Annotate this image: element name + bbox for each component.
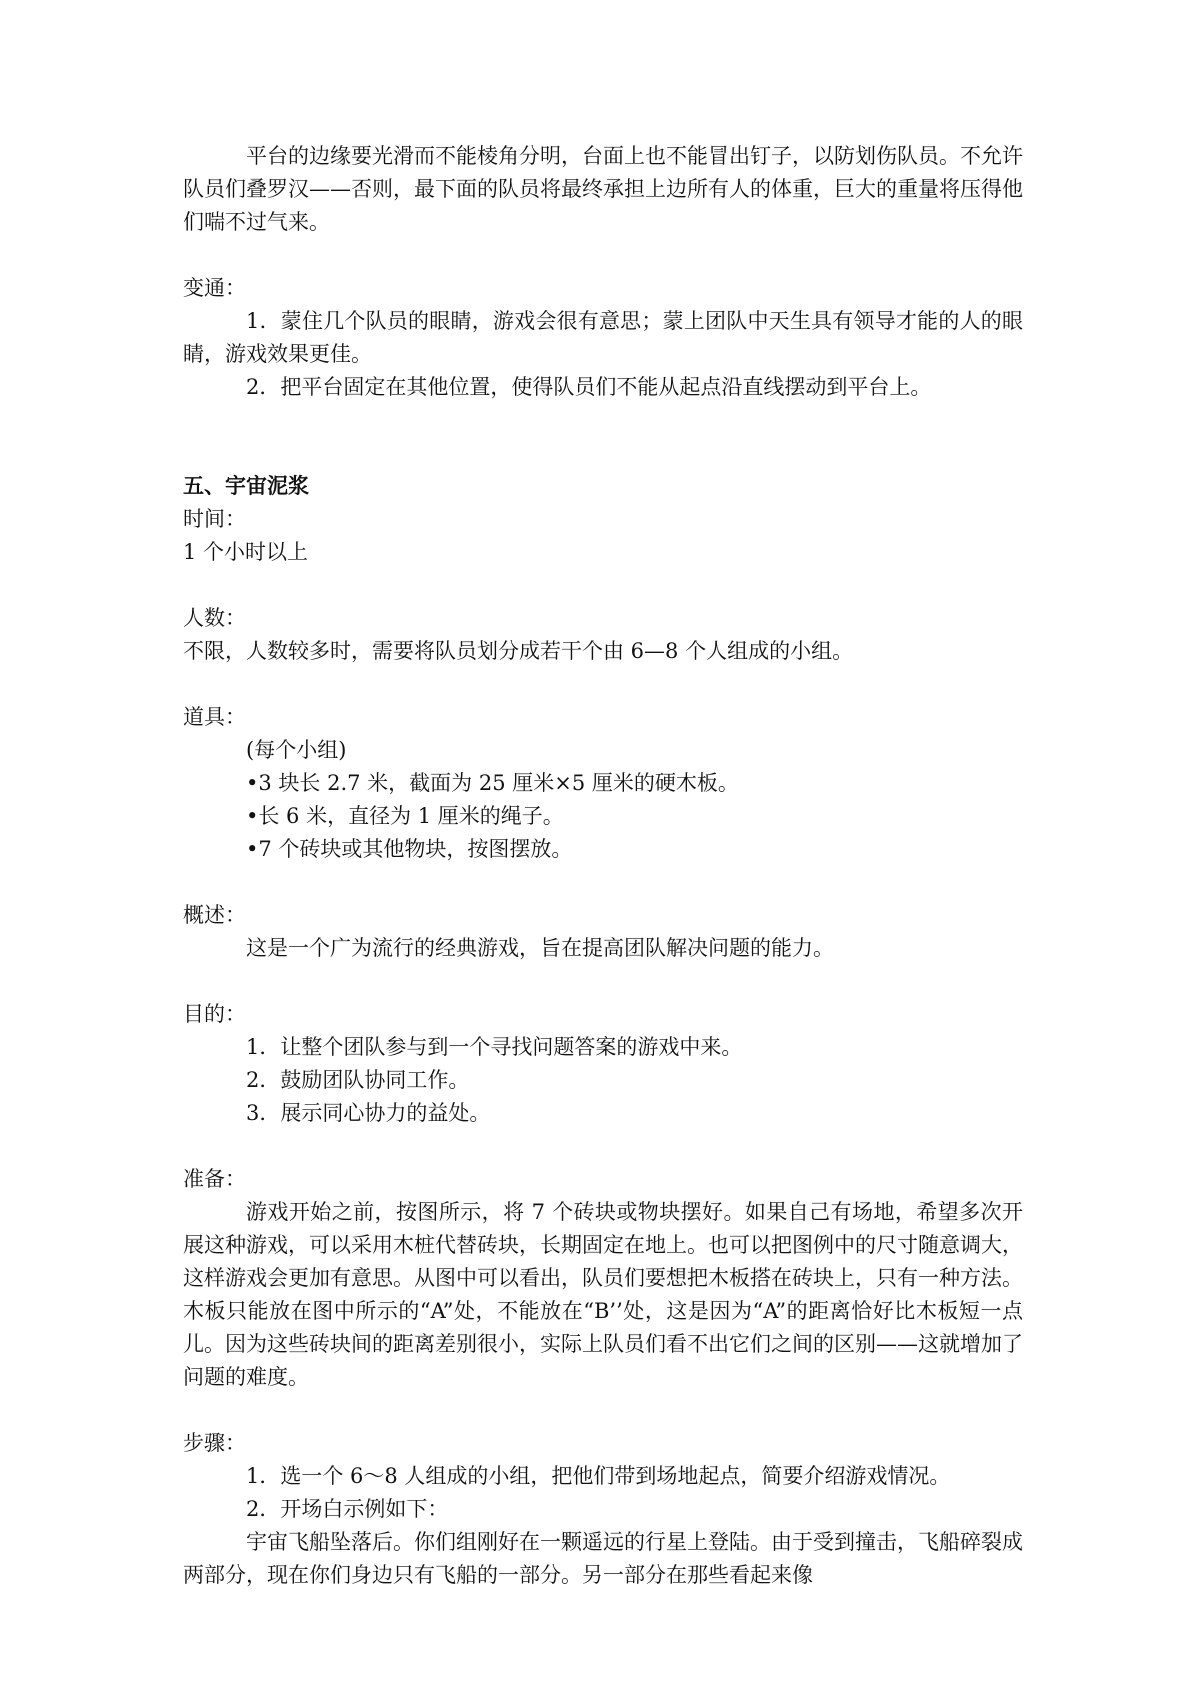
variation-label: 变通： bbox=[183, 276, 246, 300]
props-item-1: •3 块长 2.7 米，截面为 25 厘米×5 厘米的硬木板。 bbox=[246, 771, 739, 795]
section-title: 五、宇宙泥浆 bbox=[183, 474, 309, 498]
spacer bbox=[183, 866, 1023, 899]
purpose-item-3: 3．展示同心协力的益处。 bbox=[246, 1101, 491, 1125]
purpose-label: 目的： bbox=[183, 1002, 246, 1026]
props-item-3: •7 个砖块或其他物块，按图摆放。 bbox=[246, 837, 573, 861]
intro-paragraph: 平台的边缘要光滑而不能棱角分明，台面上也不能冒出钉子，以防划伤队员。不允许队员们叠罗汉——否则，最下面的队员将最终承担上边所有人的体重，巨大的重量将压得他们喘不过气来。 bbox=[183, 144, 1023, 234]
prep-text: 游戏开始之前，按图所示，将 7 个砖块或物块摆好。如果自己有场地，希望多次开展这种游戏，可以采用木桩代替砖块，长期固定在地上。也可以把图例中的尺寸随意调大，这样游戏会更加有意思。从图中可以看出，队员们要想把木板搭在砖块上，只有一种方法。木板只能放在图中所示的“A”处，不能放在“B’’处，这是因为“A”的距离恰好比木板短一点儿。因为这些砖块间的距离差别很小，实际上队员们看不出它们之间的区别——这就增加了问题的难度。 bbox=[183, 1200, 1023, 1389]
spacer bbox=[183, 569, 1023, 602]
steps-label: 步骤： bbox=[183, 1431, 246, 1455]
steps-item-2: 2．开场白示例如下： bbox=[246, 1497, 449, 1521]
people-value: 不限，人数较多时，需要将队员划分成若干个由 6—8 个人组成的小组。 bbox=[183, 639, 854, 663]
people-label: 人数： bbox=[183, 606, 246, 630]
purpose-item-1: 1．让整个团队参与到一个寻找问题答案的游戏中来。 bbox=[246, 1035, 743, 1059]
variation-item-2: 2．把平台固定在其他位置，使得队员们不能从起点沿直线摆动到平台上。 bbox=[246, 375, 932, 399]
steps-item-1: 1．选一个 6～8 人组成的小组，把他们带到场地起点，简要介绍游戏情况。 bbox=[246, 1464, 951, 1488]
props-label: 道具： bbox=[183, 705, 246, 729]
prep-label: 准备： bbox=[183, 1167, 246, 1191]
props-note: (每个小组) bbox=[246, 738, 347, 762]
props-item-2: •长 6 米，直径为 1 厘米的绳子。 bbox=[246, 804, 564, 828]
time-label: 时间： bbox=[183, 507, 246, 531]
spacer bbox=[183, 1394, 1023, 1427]
steps-paragraph: 宇宙飞船坠落后。你们组刚好在一颗遥远的行星上登陆。由于受到撞击，飞船碎裂成两部分，现在你们身边只有飞船的一部分。另一部分在那些看起来像 bbox=[183, 1530, 1023, 1587]
time-value: 1 个小时以上 bbox=[183, 540, 309, 564]
spacer bbox=[183, 668, 1023, 701]
spacer bbox=[183, 1130, 1023, 1163]
overview-label: 概述： bbox=[183, 903, 246, 927]
overview-text: 这是一个广为流行的经典游戏，旨在提高团队解决问题的能力。 bbox=[246, 936, 834, 960]
spacer bbox=[183, 239, 1023, 272]
purpose-item-2: 2．鼓励团队协同工作。 bbox=[246, 1068, 470, 1092]
document-body bbox=[183, 140, 1023, 1592]
variation-item-1: 1．蒙住几个队员的眼睛，游戏会很有意思；蒙上团队中天生具有领导才能的人的眼睛，游戏效果更佳。 bbox=[183, 309, 1023, 366]
spacer bbox=[183, 965, 1023, 998]
spacer bbox=[183, 404, 1023, 470]
